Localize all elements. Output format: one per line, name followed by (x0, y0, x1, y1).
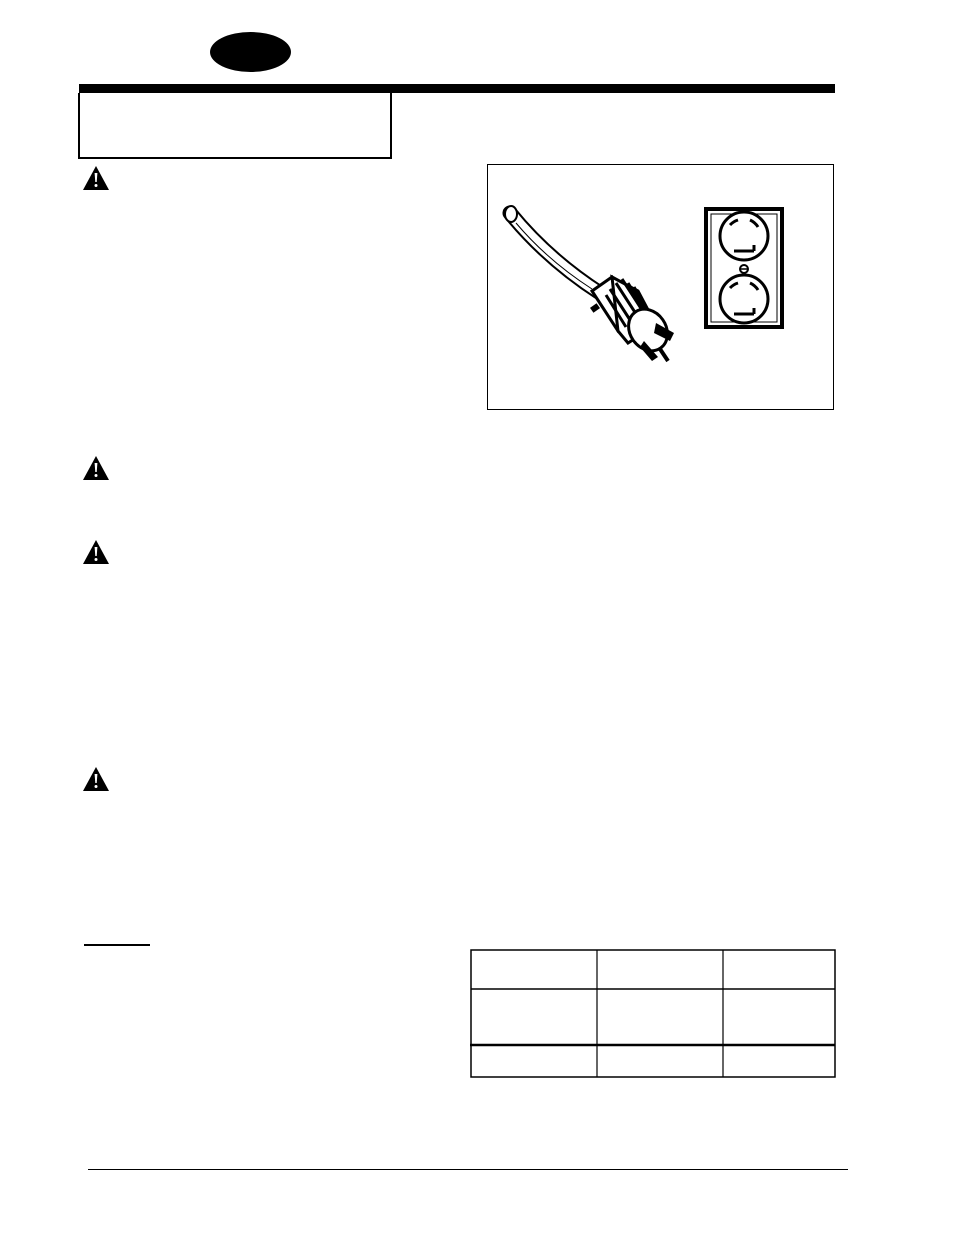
footer-rule (88, 1169, 848, 1170)
twist-lock-plug (590, 277, 675, 361)
plug-outlet-illustration (488, 165, 833, 409)
header-rule (79, 84, 835, 93)
section-title-box (78, 93, 392, 159)
language-badge (210, 32, 291, 72)
plug-outlet-figure (487, 164, 834, 410)
warning-triangle-icon (82, 455, 110, 481)
duplex-outlet (706, 209, 782, 327)
spec-table (470, 949, 836, 1078)
note-label-underline (84, 944, 150, 946)
warning-triangle-icon (82, 539, 110, 565)
warning-triangle-icon (82, 165, 110, 191)
warning-triangle-icon (82, 766, 110, 792)
